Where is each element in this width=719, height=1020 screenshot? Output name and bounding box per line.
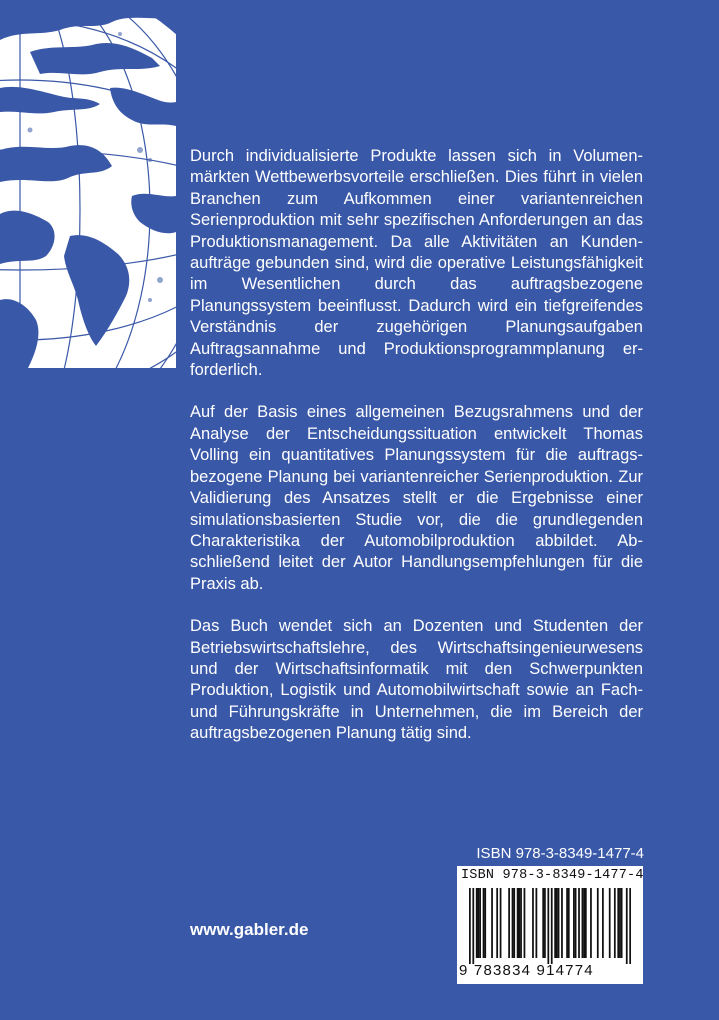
barcode-block [457,866,643,984]
barcode-bar [585,888,587,958]
barcode-bar [602,888,604,958]
barcode-bar [517,888,519,958]
barcode-bar [561,888,563,958]
barcode-bar [469,888,471,964]
blurb-paragraph-3: Das Buch wendet sich an Dozenten und Studenten der Betriebswirtschaftslehre, des Wirtschaftsingenieurwesens und der Wirtschaftsinformatik mit den Schwerpunkten Produktion, Logistik und Automobilwirtschaft sowie an Fach- und Führungskräfte in Unternehmen, die im Bereich der auftragsbezogenen Planung tätig sind. [190,617,643,743]
globe-illustration [0,0,176,368]
barcode-bar [578,888,580,958]
barcode-bar [536,888,538,958]
barcode-bar [513,888,515,958]
blurb-text [190,146,643,766]
barcode-bar [547,888,549,964]
barcode-bar [520,888,522,958]
isbn-label: ISBN 978-3-8349-1477-4 [476,845,644,862]
barcode-bar [556,888,558,958]
ean13-barcode-icon [469,888,631,964]
blurb-paragraph-2: Auf der Basis eines allgemeinen Bezugsrahmens und der Analyse der Entscheidungssituation entwickelt Thomas Volling ein quantitatives Planungssystem für die auftragsbezogene Planung bei variantenreicher Serienproduktion. Zur Validierung des Ansatzes stellt er die Ergebnisse einer simulationsbasierten Studie vor, die die grundlegenden Charakteristika der Automobilproduktion abbildet. Abschließend leitet der Autor Handlungsempfehlungen für die Praxis ab. [190,403,643,593]
barcode-bar [472,888,474,964]
barcode-isbn-text: ISBN 978-3-8349-1477-4 [461,868,644,883]
barcode-bar [558,888,560,958]
publisher-website[interactable]: www.gabler.de [190,920,309,939]
barcode-bar [614,888,616,958]
barcode-bar [568,888,570,958]
barcode-digits: 9 783834 914774 [459,962,594,979]
barcode-bar [512,888,514,958]
barcode-bar [626,888,628,964]
barcode-bar [554,888,556,958]
barcode-bar [524,888,526,958]
barcode-bar [583,888,585,958]
barcode-bar [575,888,577,958]
barcode-bar [532,888,534,958]
barcode-bar [496,888,498,958]
barcode-bar [478,888,480,958]
barcode-bar [573,888,575,958]
barcode-bar [629,888,631,964]
barcode-bar [566,888,568,958]
barcode-bar [479,888,481,958]
barcode-bar [491,888,493,958]
barcode-bar [551,888,553,964]
barcode-bar [484,888,486,958]
barcode-bar [544,888,546,958]
barcode-bar [542,888,544,958]
barcode-bar [500,888,502,958]
barcode-bar [590,888,592,958]
barcode-bar [582,888,584,958]
barcode-bar [508,888,510,958]
barcode-bar [617,888,619,958]
barcode-bar [597,888,599,958]
barcode-bar [483,888,485,958]
barcode-bar [619,888,621,958]
barcode-bar [609,888,611,958]
barcode-bar [476,888,478,958]
barcode-bar [518,888,520,958]
barcode-bar [621,888,623,958]
blurb-paragraph-1: Durch individualisierte Produkte lassen sich in Volumenmärkten Wettbewerbsvorteile erschließen. Dies führt in vielen Branchen zum Aufkommen einer variantenreichen Serienproduktion mit sehr spezifischen Anforderungen an das Produktionsmanagement. Da alle Aktivitäten an Kundenaufträge gebunden sind, wird die operative Leistungsfähigkeit im Wesentlichen durch das auftragsbezogene Planungssystem beeinflusst. Dadurch wird ein tiefgreifendes Verständnis der zugehörigen Planungsaufgaben Auftragsannahme und Produktionsprogrammplanung erforderlich. [190,147,643,380]
